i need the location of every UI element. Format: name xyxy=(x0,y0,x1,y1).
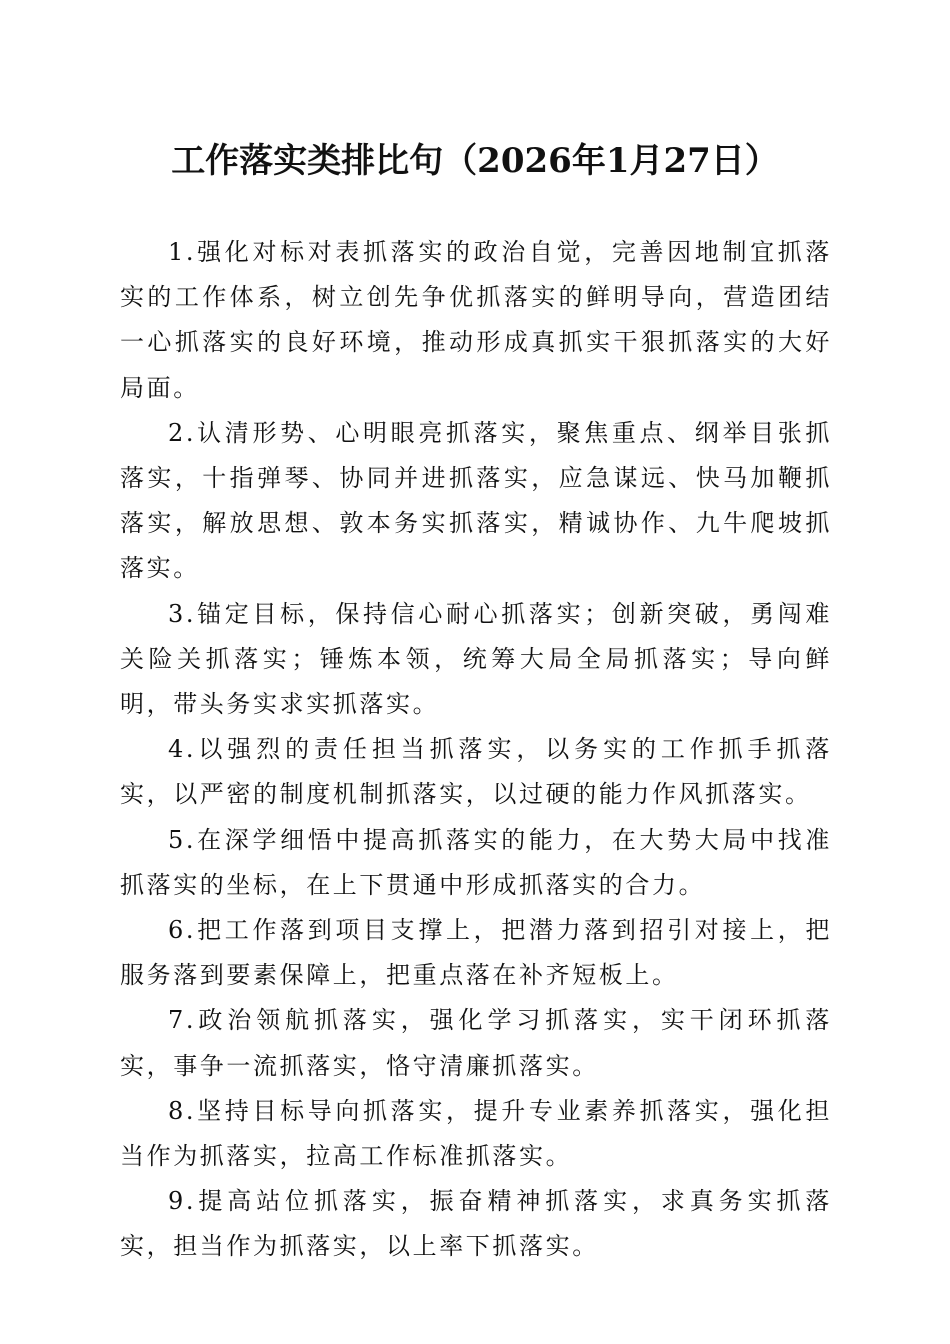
paragraph-6: 6.把工作落到项目支撑上，把潜力落到招引对接上，把服务落到要素保障上，把重点落在补齐短板上。 xyxy=(120,916,832,990)
paragraph-3: 3.锚定目标，保持信心耐心抓落实；创新突破，勇闯难关险关抓落实；锤炼本领，统筹大局全局抓落实；导向鲜明，带头务实求实抓落实。 xyxy=(120,599,832,719)
paragraph-1: 1.强化对标对表抓落实的政治自觉，完善因地制宜抓落实的工作体系，树立创先争优抓落实的鲜明导向，营造团结一心抓落实的良好环境，推动形成真抓实干狠抓落实的大好局面。 xyxy=(120,238,832,402)
document-body xyxy=(120,230,832,1270)
paragraph-2: 2.认清形势、心明眼亮抓落实，聚焦重点、纲举目张抓落实，十指弹琴、协同并进抓落实，应急谋远、快马加鞭抓落实，解放思想、敦本务实抓落实，精诚协作、九牛爬坡抓落实。 xyxy=(120,418,832,583)
paragraph-4: 4.以强烈的责任担当抓落实，以务实的工作抓手抓落实，以严密的制度机制抓落实，以过硬的能力作风抓落实。 xyxy=(120,735,832,809)
document-title: 工作落实类排比句（2026年1月27日） xyxy=(171,141,779,181)
paragraph-5: 5.在深学细悟中提高抓落实的能力，在大势大局中找准抓落实的坐标，在上下贯通中形成抓落实的合力。 xyxy=(120,825,832,899)
paragraph-8: 8.坚持目标导向抓落实，提升专业素养抓落实，强化担当作为抓落实，拉高工作标准抓落实。 xyxy=(120,1096,832,1171)
paragraph-9: 9.提高站位抓落实，振奋精神抓落实，求真务实抓落实，担当作为抓落实，以上率下抓落实。 xyxy=(120,1187,832,1261)
paragraph-7: 7.政治领航抓落实，强化学习抓落实，实干闭环抓落实，事争一流抓落实，恪守清廉抓落实。 xyxy=(120,1006,832,1080)
